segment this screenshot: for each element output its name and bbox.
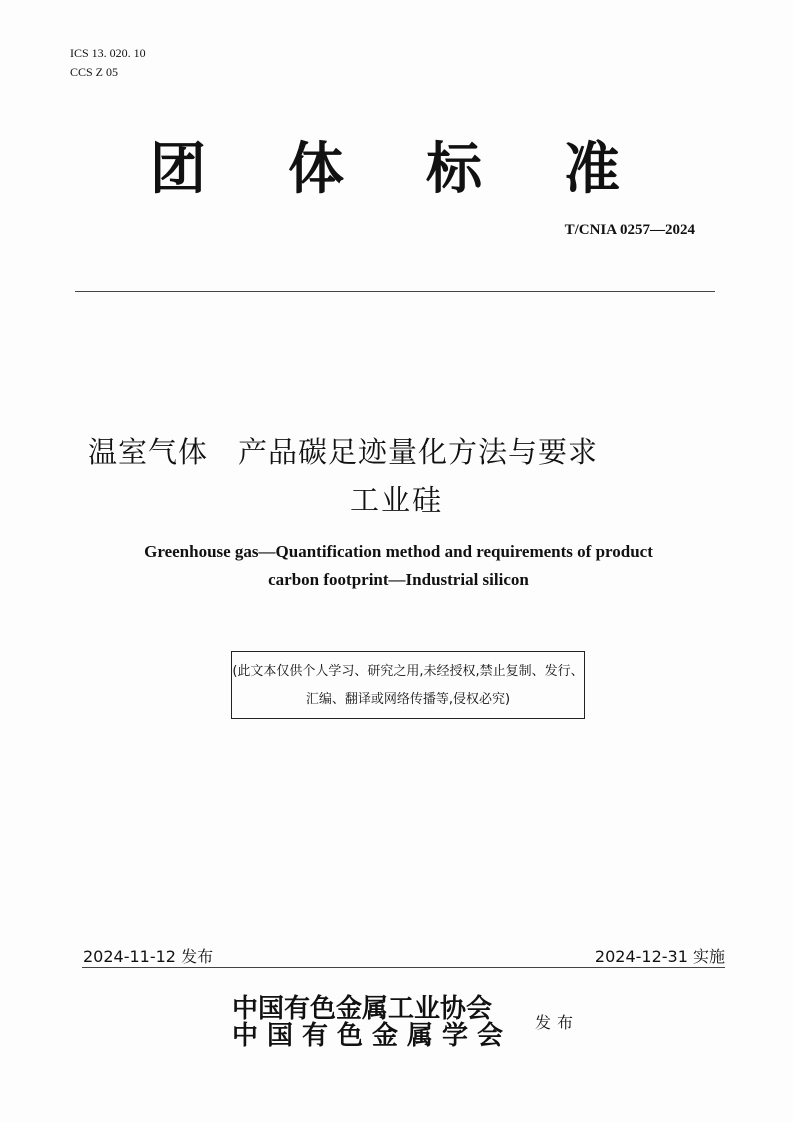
publisher-2: 中国有色金属学会 [232, 1021, 513, 1050]
ccs-code: CCS Z 05 [70, 65, 119, 79]
classification-codes [70, 44, 146, 82]
copyright-notice: (此文本仅供个人学习、研究之用,未经授权,禁止复制、发行、汇编、翻译或网络传播等,侵权必究) [231, 651, 585, 719]
publisher-1: 中国有色金属工业协会 [232, 994, 493, 1023]
title-en-line1: Greenhouse gas—Quantification method and requirements of product [144, 542, 653, 561]
footer-divider [82, 967, 725, 968]
implementation-date: 2024-12-31 实施 [594, 947, 725, 966]
title-cn-line1: 温室气体 产品碳足迹量化方法与要求 [88, 435, 599, 469]
header-divider [75, 291, 715, 292]
title-cn-line2: 工业硅 [349, 483, 443, 517]
issue-label: 发布 [535, 1013, 580, 1032]
ics-code: ICS 13. 020. 10 [70, 46, 146, 60]
title-en-line2: carbon footprint—Industrial silicon [268, 570, 529, 589]
standard-type-title: 团体标准 [150, 137, 702, 202]
standard-number: T/CNIA 0257—2024 [564, 222, 695, 238]
release-date: 2024-11-12 发布 [83, 947, 214, 966]
